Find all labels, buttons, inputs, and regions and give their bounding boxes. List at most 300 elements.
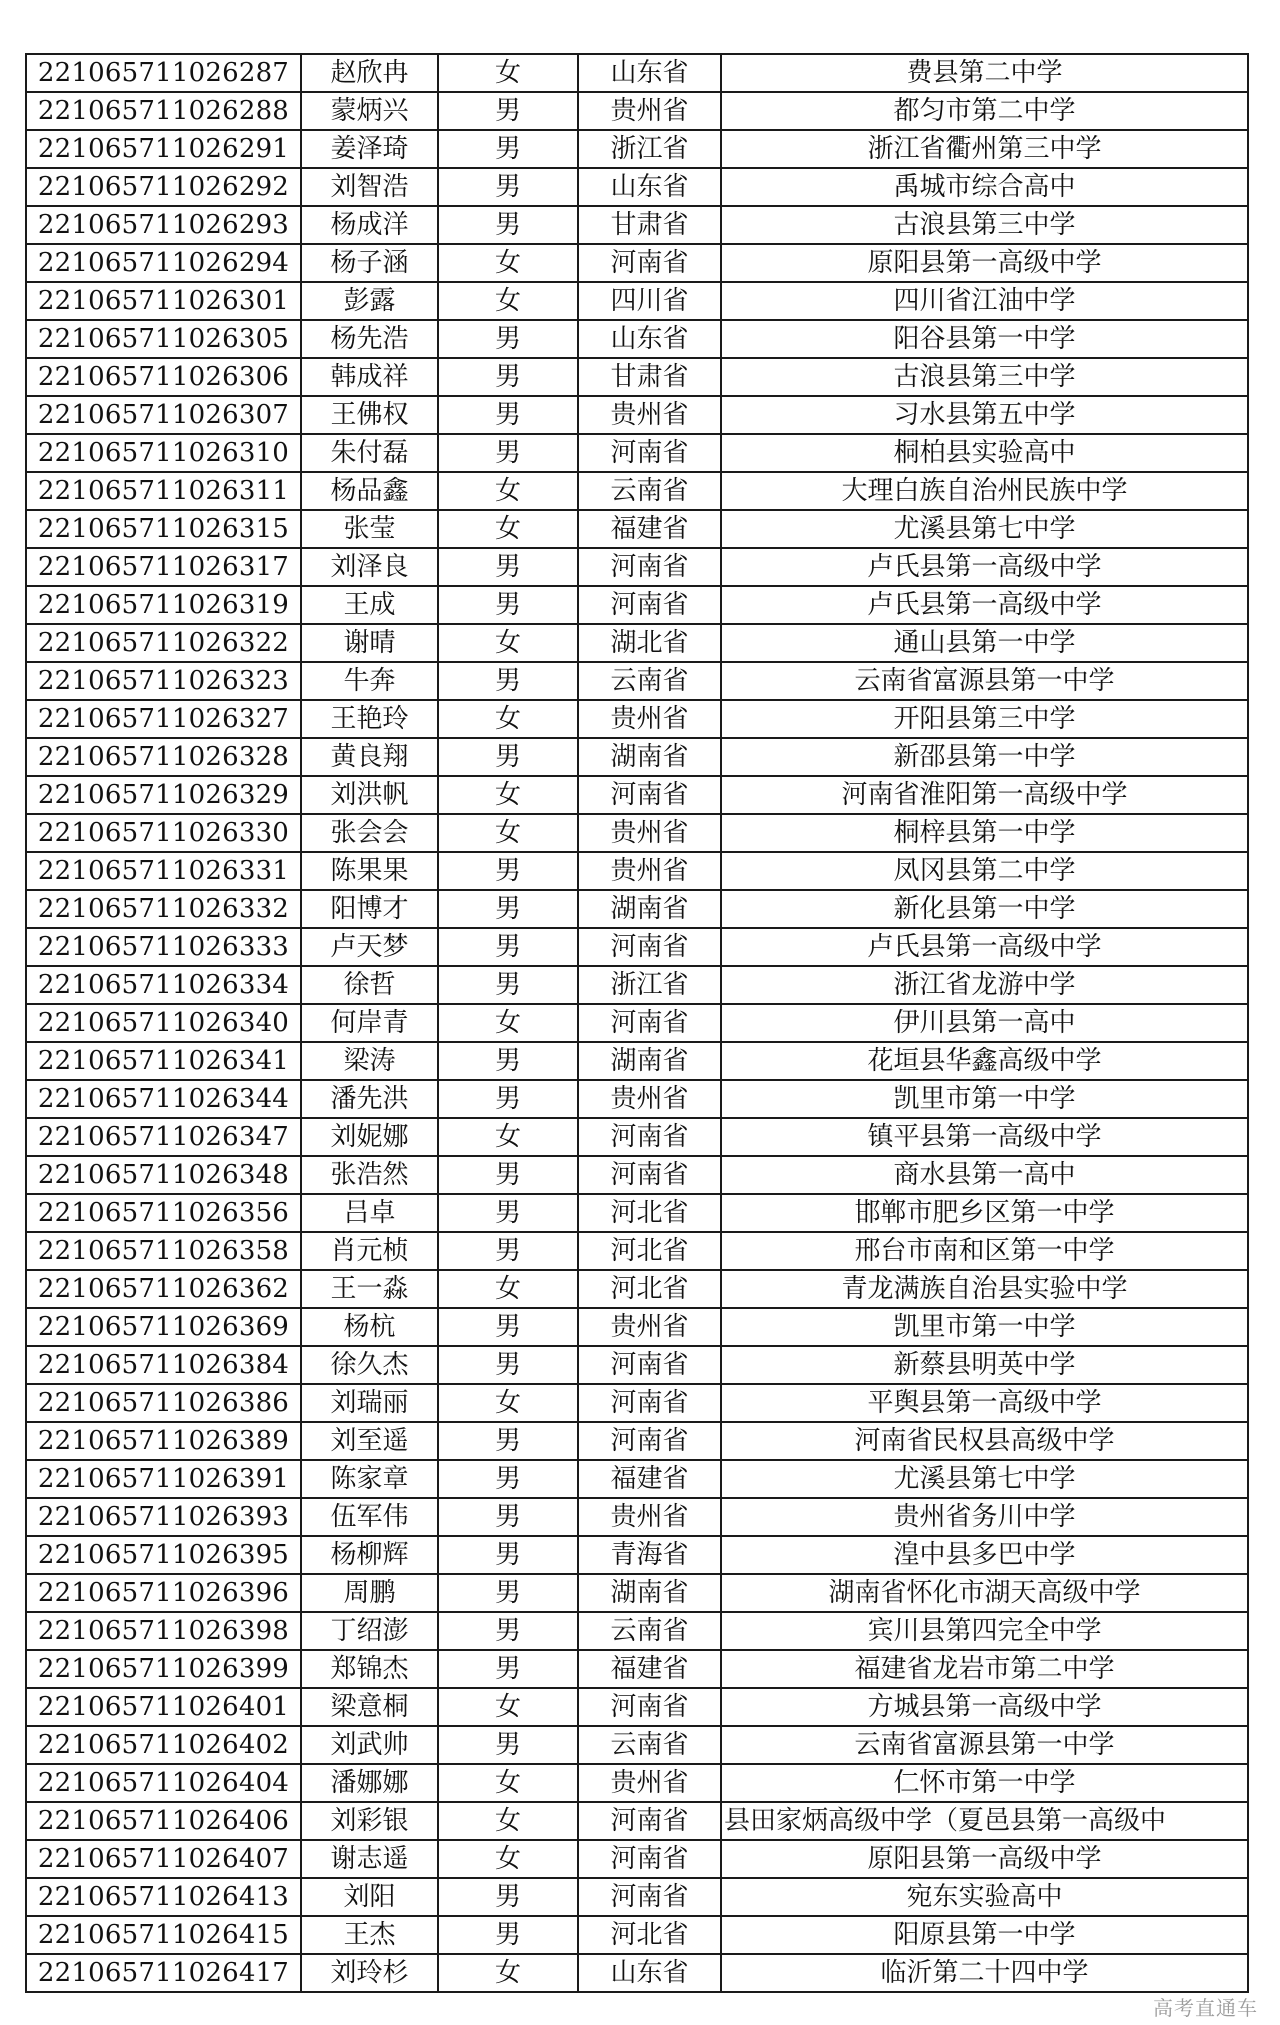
cell-province: 青海省 <box>578 1536 721 1574</box>
cell-exam-id: 221065711026333 <box>26 928 301 966</box>
cell-gender: 女 <box>438 472 578 510</box>
cell-exam-id: 221065711026291 <box>26 130 301 168</box>
cell-exam-id: 221065711026331 <box>26 852 301 890</box>
cell-gender: 女 <box>438 1004 578 1042</box>
cell-name: 赵欣冉 <box>301 54 438 92</box>
cell-name: 王艳玲 <box>301 700 438 738</box>
cell-school: 邢台市南和区第一中学 <box>721 1232 1248 1270</box>
cell-name: 王一淼 <box>301 1270 438 1308</box>
roster-table <box>25 53 1249 1993</box>
cell-gender: 女 <box>438 1688 578 1726</box>
cell-school: 河南省民权县高级中学 <box>721 1422 1248 1460</box>
cell-exam-id: 221065711026310 <box>26 434 301 472</box>
table-row <box>26 662 1248 700</box>
cell-school: 费县第二中学 <box>721 54 1248 92</box>
cell-name: 杨先浩 <box>301 320 438 358</box>
table-row <box>26 320 1248 358</box>
table-row <box>26 624 1248 662</box>
cell-name: 刘至遥 <box>301 1422 438 1460</box>
cell-province: 河南省 <box>578 1878 721 1916</box>
cell-province: 甘肃省 <box>578 206 721 244</box>
cell-exam-id: 221065711026404 <box>26 1764 301 1802</box>
table-row <box>26 1346 1248 1384</box>
cell-gender: 男 <box>438 1194 578 1232</box>
cell-gender: 男 <box>438 130 578 168</box>
cell-school: 凯里市第一中学 <box>721 1080 1248 1118</box>
cell-school: 花垣县华鑫高级中学 <box>721 1042 1248 1080</box>
cell-province: 福建省 <box>578 1460 721 1498</box>
table-row <box>26 206 1248 244</box>
cell-name: 王佛权 <box>301 396 438 434</box>
cell-name: 彭露 <box>301 282 438 320</box>
cell-province: 湖南省 <box>578 1574 721 1612</box>
table-row <box>26 434 1248 472</box>
cell-province: 贵州省 <box>578 1308 721 1346</box>
cell-province: 山东省 <box>578 54 721 92</box>
cell-gender: 女 <box>438 1802 578 1840</box>
cell-province: 云南省 <box>578 662 721 700</box>
cell-exam-id: 221065711026413 <box>26 1878 301 1916</box>
cell-gender: 男 <box>438 1612 578 1650</box>
cell-exam-id: 221065711026317 <box>26 548 301 586</box>
cell-gender: 女 <box>438 244 578 282</box>
cell-school: 贵州省务川中学 <box>721 1498 1248 1536</box>
cell-exam-id: 221065711026391 <box>26 1460 301 1498</box>
cell-name: 张会会 <box>301 814 438 852</box>
cell-province: 贵州省 <box>578 700 721 738</box>
cell-exam-id: 221065711026340 <box>26 1004 301 1042</box>
table-row <box>26 1080 1248 1118</box>
table-row <box>26 1688 1248 1726</box>
cell-school: 云南省富源县第一中学 <box>721 1726 1248 1764</box>
cell-school: 湖南省怀化市湖天高级中学 <box>721 1574 1248 1612</box>
cell-gender: 女 <box>438 814 578 852</box>
cell-school: 桐梓县第一中学 <box>721 814 1248 852</box>
cell-province: 湖南省 <box>578 1042 721 1080</box>
cell-school: 伊川县第一高中 <box>721 1004 1248 1042</box>
cell-school: 云南省富源县第一中学 <box>721 662 1248 700</box>
cell-exam-id: 221065711026395 <box>26 1536 301 1574</box>
cell-gender: 男 <box>438 890 578 928</box>
cell-name: 刘阳 <box>301 1878 438 1916</box>
cell-province: 河北省 <box>578 1232 721 1270</box>
table-row <box>26 776 1248 814</box>
cell-exam-id: 221065711026398 <box>26 1612 301 1650</box>
cell-exam-id: 221065711026384 <box>26 1346 301 1384</box>
cell-exam-id: 221065711026406 <box>26 1802 301 1840</box>
cell-province: 河北省 <box>578 1916 721 1954</box>
cell-gender: 男 <box>438 396 578 434</box>
cell-gender: 男 <box>438 1574 578 1612</box>
cell-name: 阳博才 <box>301 890 438 928</box>
cell-gender: 男 <box>438 1916 578 1954</box>
cell-province: 河南省 <box>578 928 721 966</box>
cell-name: 肖元桢 <box>301 1232 438 1270</box>
cell-gender: 男 <box>438 168 578 206</box>
cell-school: 湟中县多巴中学 <box>721 1536 1248 1574</box>
cell-school: 禹城市综合高中 <box>721 168 1248 206</box>
cell-province: 贵州省 <box>578 1498 721 1536</box>
cell-exam-id: 221065711026288 <box>26 92 301 130</box>
cell-exam-id: 221065711026396 <box>26 1574 301 1612</box>
cell-exam-id: 221065711026329 <box>26 776 301 814</box>
cell-school: 开阳县第三中学 <box>721 700 1248 738</box>
cell-name: 梁意桐 <box>301 1688 438 1726</box>
cell-exam-id: 221065711026330 <box>26 814 301 852</box>
table-row <box>26 814 1248 852</box>
cell-province: 云南省 <box>578 1726 721 1764</box>
table-row <box>26 1118 1248 1156</box>
cell-exam-id: 221065711026328 <box>26 738 301 776</box>
cell-school: 通山县第一中学 <box>721 624 1248 662</box>
table-row <box>26 852 1248 890</box>
cell-province: 河南省 <box>578 548 721 586</box>
table-row <box>26 358 1248 396</box>
cell-name: 刘武帅 <box>301 1726 438 1764</box>
cell-gender: 女 <box>438 700 578 738</box>
cell-school: 新邵县第一中学 <box>721 738 1248 776</box>
cell-province: 河南省 <box>578 244 721 282</box>
cell-exam-id: 221065711026344 <box>26 1080 301 1118</box>
cell-province: 浙江省 <box>578 130 721 168</box>
table-row <box>26 1764 1248 1802</box>
cell-gender: 女 <box>438 510 578 548</box>
cell-school: 尤溪县第七中学 <box>721 1460 1248 1498</box>
table-row <box>26 1612 1248 1650</box>
cell-school: 仁怀市第一中学 <box>721 1764 1248 1802</box>
cell-province: 河南省 <box>578 1118 721 1156</box>
cell-school: 新蔡县明英中学 <box>721 1346 1248 1384</box>
cell-province: 河南省 <box>578 1004 721 1042</box>
cell-name: 杨成洋 <box>301 206 438 244</box>
cell-province: 云南省 <box>578 472 721 510</box>
cell-gender: 女 <box>438 1764 578 1802</box>
cell-name: 潘先洪 <box>301 1080 438 1118</box>
cell-exam-id: 221065711026334 <box>26 966 301 1004</box>
table-row <box>26 1270 1248 1308</box>
cell-exam-id: 221065711026319 <box>26 586 301 624</box>
cell-gender: 男 <box>438 206 578 244</box>
cell-name: 杨杭 <box>301 1308 438 1346</box>
table-row <box>26 472 1248 510</box>
cell-name: 刘洪帆 <box>301 776 438 814</box>
table-row <box>26 168 1248 206</box>
table-row <box>26 1574 1248 1612</box>
table-row <box>26 1726 1248 1764</box>
cell-name: 吕卓 <box>301 1194 438 1232</box>
cell-name: 蒙炳兴 <box>301 92 438 130</box>
cell-exam-id: 221065711026362 <box>26 1270 301 1308</box>
table-row <box>26 1536 1248 1574</box>
table-row <box>26 54 1248 92</box>
cell-gender: 男 <box>438 548 578 586</box>
cell-province: 河南省 <box>578 1840 721 1878</box>
cell-exam-id: 221065711026369 <box>26 1308 301 1346</box>
cell-exam-id: 221065711026401 <box>26 1688 301 1726</box>
table-row <box>26 1650 1248 1688</box>
cell-name: 刘彩银 <box>301 1802 438 1840</box>
cell-school: 阳原县第一中学 <box>721 1916 1248 1954</box>
cell-gender: 男 <box>438 586 578 624</box>
cell-gender: 女 <box>438 54 578 92</box>
cell-exam-id: 221065711026356 <box>26 1194 301 1232</box>
table-row <box>26 1954 1248 1992</box>
cell-school: 平舆县第一高级中学 <box>721 1384 1248 1422</box>
cell-gender: 男 <box>438 358 578 396</box>
cell-gender: 男 <box>438 1080 578 1118</box>
cell-gender: 男 <box>438 852 578 890</box>
cell-exam-id: 221065711026415 <box>26 1916 301 1954</box>
cell-name: 谢志遥 <box>301 1840 438 1878</box>
cell-school: 浙江省衢州第三中学 <box>721 130 1248 168</box>
cell-school: 商水县第一高中 <box>721 1156 1248 1194</box>
cell-school: 原阳县第一高级中学 <box>721 1840 1248 1878</box>
cell-province: 河南省 <box>578 1688 721 1726</box>
cell-province: 河南省 <box>578 1346 721 1384</box>
cell-province: 河南省 <box>578 1422 721 1460</box>
cell-school: 原阳县第一高级中学 <box>721 244 1248 282</box>
cell-province: 云南省 <box>578 1612 721 1650</box>
cell-school: 都匀市第二中学 <box>721 92 1248 130</box>
cell-province: 浙江省 <box>578 966 721 1004</box>
cell-name: 王杰 <box>301 1916 438 1954</box>
cell-name: 周鹏 <box>301 1574 438 1612</box>
table-row <box>26 1802 1248 1840</box>
cell-exam-id: 221065711026307 <box>26 396 301 434</box>
cell-name: 潘娜娜 <box>301 1764 438 1802</box>
cell-province: 湖南省 <box>578 738 721 776</box>
cell-exam-id: 221065711026347 <box>26 1118 301 1156</box>
cell-name: 韩成祥 <box>301 358 438 396</box>
cell-province: 福建省 <box>578 1650 721 1688</box>
cell-province: 贵州省 <box>578 852 721 890</box>
cell-gender: 男 <box>438 1498 578 1536</box>
table-row <box>26 1498 1248 1536</box>
table-row <box>26 738 1248 776</box>
cell-gender: 女 <box>438 1270 578 1308</box>
table-row <box>26 966 1248 1004</box>
cell-province: 贵州省 <box>578 1080 721 1118</box>
cell-school: 凯里市第一中学 <box>721 1308 1248 1346</box>
cell-name: 张浩然 <box>301 1156 438 1194</box>
cell-school: 习水县第五中学 <box>721 396 1248 434</box>
table-row <box>26 510 1248 548</box>
cell-name: 卢天梦 <box>301 928 438 966</box>
table-row <box>26 1004 1248 1042</box>
cell-gender: 男 <box>438 1156 578 1194</box>
cell-name: 杨子涵 <box>301 244 438 282</box>
cell-gender: 女 <box>438 1384 578 1422</box>
table-row <box>26 1156 1248 1194</box>
cell-name: 王成 <box>301 586 438 624</box>
cell-name: 杨品鑫 <box>301 472 438 510</box>
cell-name: 梁涛 <box>301 1042 438 1080</box>
cell-name: 刘玲杉 <box>301 1954 438 1992</box>
cell-exam-id: 221065711026358 <box>26 1232 301 1270</box>
cell-name: 姜泽琦 <box>301 130 438 168</box>
cell-name: 郑锦杰 <box>301 1650 438 1688</box>
cell-province: 河南省 <box>578 434 721 472</box>
cell-province: 福建省 <box>578 510 721 548</box>
cell-province: 四川省 <box>578 282 721 320</box>
cell-school: 县田家炳高级中学（夏邑县第一高级中 <box>721 1802 1248 1840</box>
cell-gender: 女 <box>438 776 578 814</box>
cell-school: 卢氏县第一高级中学 <box>721 586 1248 624</box>
cell-exam-id: 221065711026386 <box>26 1384 301 1422</box>
cell-exam-id: 221065711026389 <box>26 1422 301 1460</box>
cell-exam-id: 221065711026315 <box>26 510 301 548</box>
cell-name: 刘妮娜 <box>301 1118 438 1156</box>
cell-name: 牛奔 <box>301 662 438 700</box>
cell-province: 山东省 <box>578 320 721 358</box>
cell-gender: 男 <box>438 1422 578 1460</box>
cell-gender: 男 <box>438 662 578 700</box>
cell-school: 河南省淮阳第一高级中学 <box>721 776 1248 814</box>
cell-school: 宛东实验高中 <box>721 1878 1248 1916</box>
cell-province: 河南省 <box>578 776 721 814</box>
cell-school: 阳谷县第一中学 <box>721 320 1248 358</box>
cell-school: 方城县第一高级中学 <box>721 1688 1248 1726</box>
table-row <box>26 928 1248 966</box>
cell-name: 陈果果 <box>301 852 438 890</box>
cell-gender: 男 <box>438 92 578 130</box>
table-row <box>26 1384 1248 1422</box>
cell-exam-id: 221065711026399 <box>26 1650 301 1688</box>
cell-gender: 男 <box>438 928 578 966</box>
cell-gender: 男 <box>438 1878 578 1916</box>
table-row <box>26 92 1248 130</box>
cell-gender: 女 <box>438 624 578 662</box>
cell-gender: 女 <box>438 1954 578 1992</box>
cell-name: 徐哲 <box>301 966 438 1004</box>
cell-name: 朱付磊 <box>301 434 438 472</box>
roster-sheet <box>25 53 1247 1993</box>
cell-gender: 男 <box>438 1650 578 1688</box>
cell-name: 丁绍澎 <box>301 1612 438 1650</box>
cell-province: 山东省 <box>578 1954 721 1992</box>
cell-exam-id: 221065711026305 <box>26 320 301 358</box>
table-row <box>26 1042 1248 1080</box>
cell-exam-id: 221065711026322 <box>26 624 301 662</box>
cell-name: 刘泽良 <box>301 548 438 586</box>
cell-province: 贵州省 <box>578 92 721 130</box>
cell-school: 青龙满族自治县实验中学 <box>721 1270 1248 1308</box>
table-row <box>26 700 1248 738</box>
table-row <box>26 890 1248 928</box>
cell-gender: 男 <box>438 1460 578 1498</box>
cell-gender: 男 <box>438 320 578 358</box>
cell-school: 古浪县第三中学 <box>721 206 1248 244</box>
cell-gender: 男 <box>438 1346 578 1384</box>
cell-exam-id: 221065711026348 <box>26 1156 301 1194</box>
cell-exam-id: 221065711026341 <box>26 1042 301 1080</box>
cell-province: 山东省 <box>578 168 721 206</box>
cell-name: 张莹 <box>301 510 438 548</box>
table-row <box>26 1916 1248 1954</box>
table-row <box>26 1308 1248 1346</box>
cell-province: 河南省 <box>578 586 721 624</box>
cell-exam-id: 221065711026323 <box>26 662 301 700</box>
cell-exam-id: 221065711026287 <box>26 54 301 92</box>
cell-province: 贵州省 <box>578 396 721 434</box>
cell-school: 四川省江油中学 <box>721 282 1248 320</box>
cell-gender: 男 <box>438 966 578 1004</box>
cell-exam-id: 221065711026292 <box>26 168 301 206</box>
cell-gender: 女 <box>438 282 578 320</box>
cell-exam-id: 221065711026393 <box>26 1498 301 1536</box>
cell-name: 陈家章 <box>301 1460 438 1498</box>
table-row <box>26 1194 1248 1232</box>
cell-name: 刘瑞丽 <box>301 1384 438 1422</box>
cell-gender: 男 <box>438 434 578 472</box>
cell-school: 桐柏县实验高中 <box>721 434 1248 472</box>
table-row <box>26 244 1248 282</box>
table-row <box>26 282 1248 320</box>
cell-school: 镇平县第一高级中学 <box>721 1118 1248 1156</box>
cell-exam-id: 221065711026301 <box>26 282 301 320</box>
cell-exam-id: 221065711026311 <box>26 472 301 510</box>
cell-school: 凤冈县第二中学 <box>721 852 1248 890</box>
cell-name: 刘智浩 <box>301 168 438 206</box>
cell-gender: 男 <box>438 1042 578 1080</box>
cell-province: 湖南省 <box>578 890 721 928</box>
cell-gender: 男 <box>438 1726 578 1764</box>
cell-province: 甘肃省 <box>578 358 721 396</box>
cell-gender: 男 <box>438 1232 578 1270</box>
table-row <box>26 130 1248 168</box>
cell-province: 河南省 <box>578 1802 721 1840</box>
cell-province: 河南省 <box>578 1156 721 1194</box>
cell-province: 湖北省 <box>578 624 721 662</box>
cell-exam-id: 221065711026417 <box>26 1954 301 1992</box>
table-row <box>26 548 1248 586</box>
cell-exam-id: 221065711026402 <box>26 1726 301 1764</box>
cell-school: 卢氏县第一高级中学 <box>721 548 1248 586</box>
cell-gender: 女 <box>438 1840 578 1878</box>
cell-name: 伍军伟 <box>301 1498 438 1536</box>
cell-gender: 男 <box>438 1308 578 1346</box>
table-row <box>26 1878 1248 1916</box>
cell-exam-id: 221065711026332 <box>26 890 301 928</box>
cell-school: 临沂第二十四中学 <box>721 1954 1248 1992</box>
table-row <box>26 1422 1248 1460</box>
cell-name: 黄良翔 <box>301 738 438 776</box>
cell-exam-id: 221065711026407 <box>26 1840 301 1878</box>
watermark-text: 高考直通车 <box>1153 1996 1258 2020</box>
cell-name: 何岸青 <box>301 1004 438 1042</box>
cell-gender: 男 <box>438 738 578 776</box>
cell-school: 尤溪县第七中学 <box>721 510 1248 548</box>
cell-school: 邯郸市肥乡区第一中学 <box>721 1194 1248 1232</box>
table-row <box>26 1460 1248 1498</box>
cell-province: 河北省 <box>578 1194 721 1232</box>
cell-province: 贵州省 <box>578 1764 721 1802</box>
cell-province: 贵州省 <box>578 814 721 852</box>
cell-name: 谢晴 <box>301 624 438 662</box>
cell-province: 河南省 <box>578 1384 721 1422</box>
table-row <box>26 396 1248 434</box>
cell-exam-id: 221065711026327 <box>26 700 301 738</box>
cell-exam-id: 221065711026294 <box>26 244 301 282</box>
cell-school: 浙江省龙游中学 <box>721 966 1248 1004</box>
cell-school: 福建省龙岩市第二中学 <box>721 1650 1248 1688</box>
cell-gender: 女 <box>438 1118 578 1156</box>
table-row <box>26 1232 1248 1270</box>
cell-gender: 男 <box>438 1536 578 1574</box>
roster-body <box>26 54 1248 1992</box>
cell-school: 宾川县第四完全中学 <box>721 1612 1248 1650</box>
cell-name: 徐久杰 <box>301 1346 438 1384</box>
